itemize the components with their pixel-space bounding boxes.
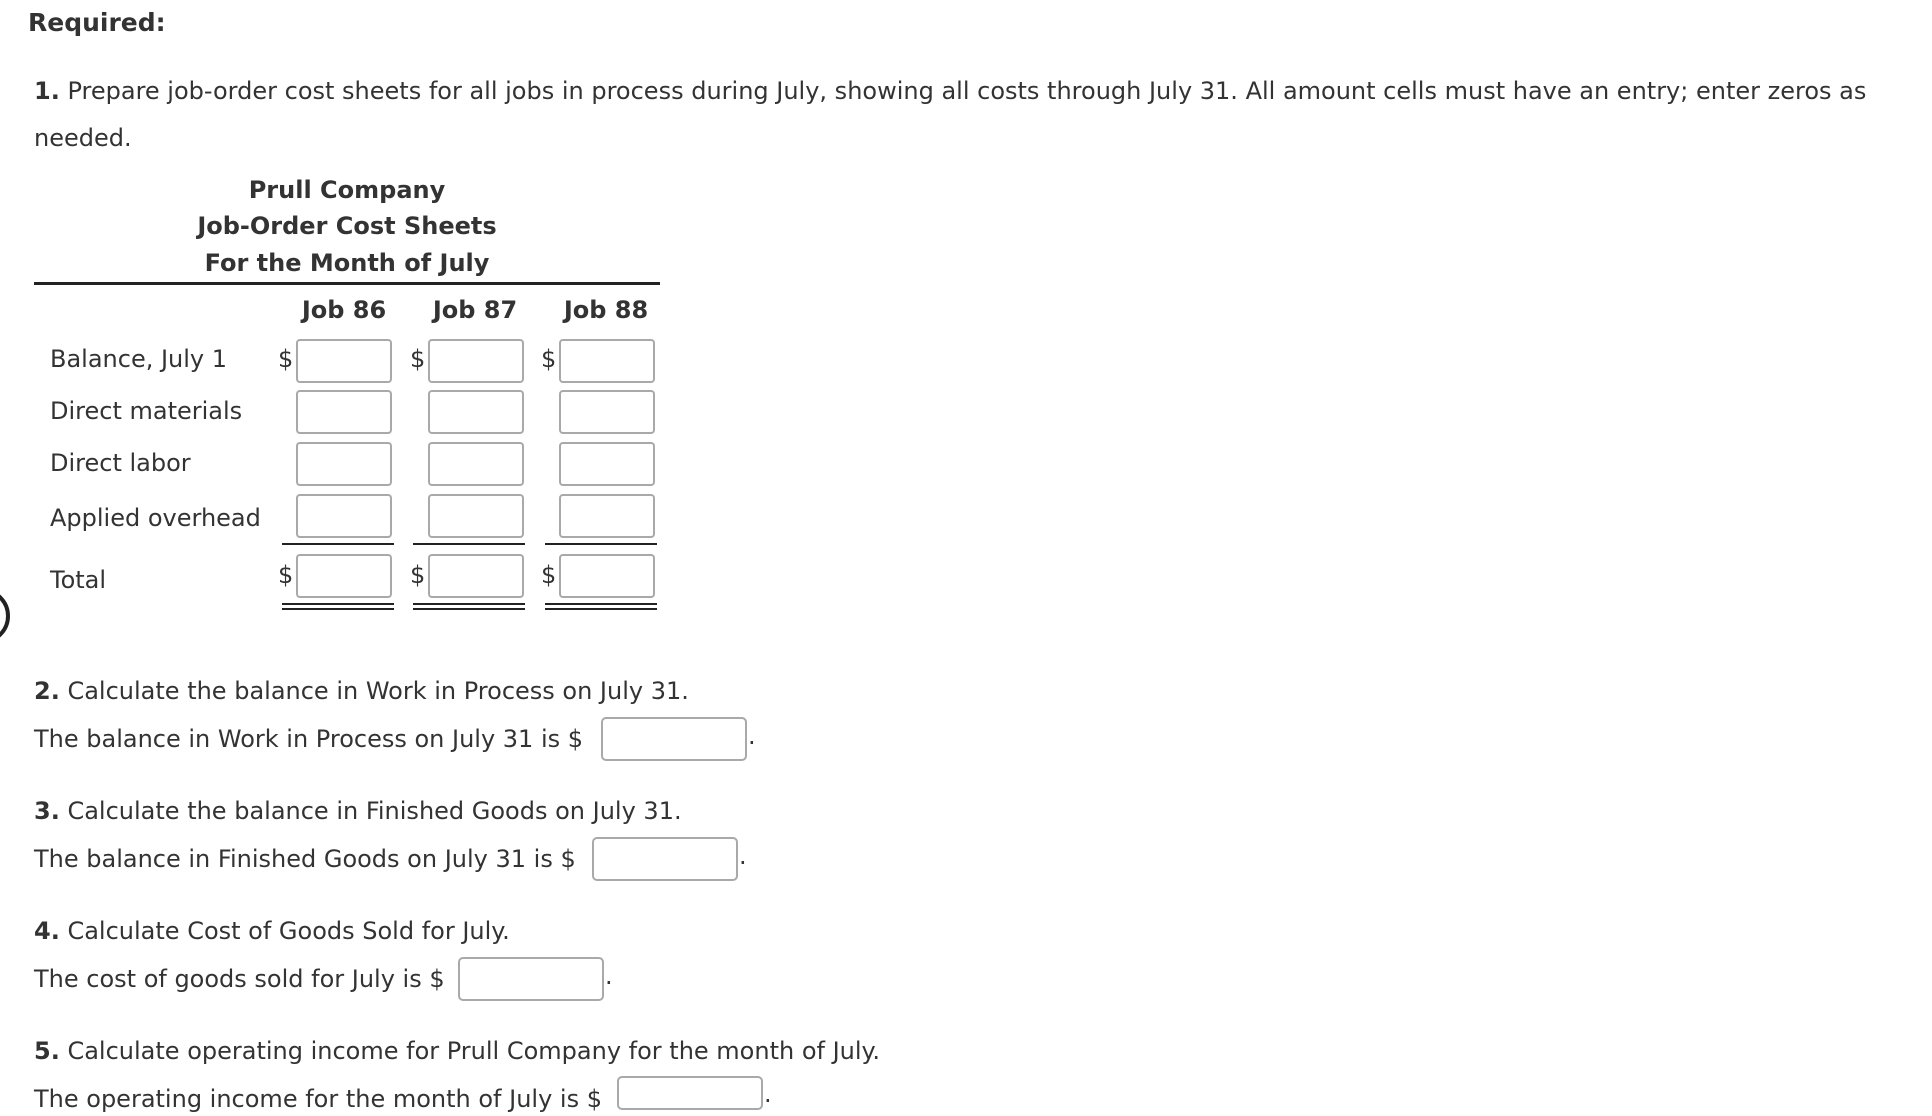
q5-answer-prefix: The operating income for the month of July is $ <box>34 1085 602 1113</box>
job-86-direct-materials-input[interactable] <box>296 390 392 434</box>
job-88-total-input[interactable] <box>559 554 655 598</box>
header-rule <box>34 282 660 285</box>
dollar-sign: $ <box>278 345 294 373</box>
q5-question <box>34 1034 880 1068</box>
q3-question <box>34 794 682 828</box>
dollar-sign: $ <box>410 345 426 373</box>
q2-period: . <box>748 722 756 750</box>
q3-answer-prefix: The balance in Finished Goods on July 31 is $ <box>34 845 576 873</box>
job-87-direct-labor-input[interactable] <box>428 442 524 486</box>
q4-number: 4. <box>34 917 60 945</box>
q2-number: 2. <box>34 677 60 705</box>
row-label-balance: Balance, July 1 <box>50 345 228 373</box>
dollar-sign: $ <box>541 345 557 373</box>
wip-balance-input[interactable] <box>601 717 747 761</box>
q3-period: . <box>739 842 747 870</box>
col-header-job-86: Job 86 <box>301 296 387 324</box>
row-label-applied-overhead: Applied overhead <box>50 504 261 532</box>
subtotal-rule <box>545 543 657 545</box>
total-double-rule <box>413 603 525 610</box>
job-87-total-input[interactable] <box>428 554 524 598</box>
q1-line2: needed. <box>34 124 132 152</box>
q1-text <box>34 74 1866 108</box>
q3-text: Calculate the balance in Finished Goods on July 31. <box>67 797 682 825</box>
sheet-company: Prull Company <box>248 176 446 204</box>
cogs-input[interactable] <box>458 957 604 1001</box>
q2-answer-prefix: The balance in Work in Process on July 31 is $ <box>34 725 584 753</box>
dollar-sign: $ <box>278 561 294 589</box>
job-86-total-input[interactable] <box>296 554 392 598</box>
q1-line1: Prepare job-order cost sheets for all jobs in process during July, showing all costs through July 31. All amount cells must have an entry; enter zeros as <box>67 77 1867 105</box>
row-label-direct-materials: Direct materials <box>50 397 243 425</box>
total-double-rule <box>282 603 394 610</box>
job-87-balance-input[interactable] <box>428 339 524 383</box>
q5-number: 5. <box>34 1037 60 1065</box>
subtotal-rule <box>413 543 525 545</box>
subtotal-rule <box>282 543 394 545</box>
col-header-job-87: Job 87 <box>432 296 518 324</box>
total-double-rule <box>545 603 657 610</box>
q2-text: Calculate the balance in Work in Process on July 31. <box>67 677 689 705</box>
q5-text: Calculate operating income for Prull Company for the month of July. <box>67 1037 880 1065</box>
q4-answer-prefix: The cost of goods sold for July is $ <box>34 965 445 993</box>
job-88-direct-materials-input[interactable] <box>559 390 655 434</box>
dollar-sign: $ <box>541 561 557 589</box>
job-88-direct-labor-input[interactable] <box>559 442 655 486</box>
q4-question <box>34 914 510 948</box>
finished-goods-balance-input[interactable] <box>592 837 738 881</box>
row-label-total: Total <box>50 566 107 594</box>
operating-income-input[interactable] <box>617 1076 763 1110</box>
job-86-applied-overhead-input[interactable] <box>296 494 392 538</box>
sheet-title: Job-Order Cost Sheets <box>197 212 497 240</box>
q1-number: 1. <box>34 77 60 105</box>
dollar-sign: $ <box>410 561 426 589</box>
q4-period: . <box>605 962 613 990</box>
job-87-applied-overhead-input[interactable] <box>428 494 524 538</box>
sheet-period: For the Month of July <box>204 249 490 277</box>
q2-question <box>34 674 689 708</box>
required-heading: Required: <box>28 8 166 37</box>
q5-period: . <box>764 1080 772 1108</box>
navigation-circle-icon <box>0 588 10 644</box>
job-87-direct-materials-input[interactable] <box>428 390 524 434</box>
col-header-job-88: Job 88 <box>563 296 649 324</box>
q4-text: Calculate Cost of Goods Sold for July. <box>67 917 510 945</box>
job-88-balance-input[interactable] <box>559 339 655 383</box>
row-label-direct-labor: Direct labor <box>50 449 191 477</box>
job-86-direct-labor-input[interactable] <box>296 442 392 486</box>
job-86-balance-input[interactable] <box>296 339 392 383</box>
job-88-applied-overhead-input[interactable] <box>559 494 655 538</box>
q3-number: 3. <box>34 797 60 825</box>
